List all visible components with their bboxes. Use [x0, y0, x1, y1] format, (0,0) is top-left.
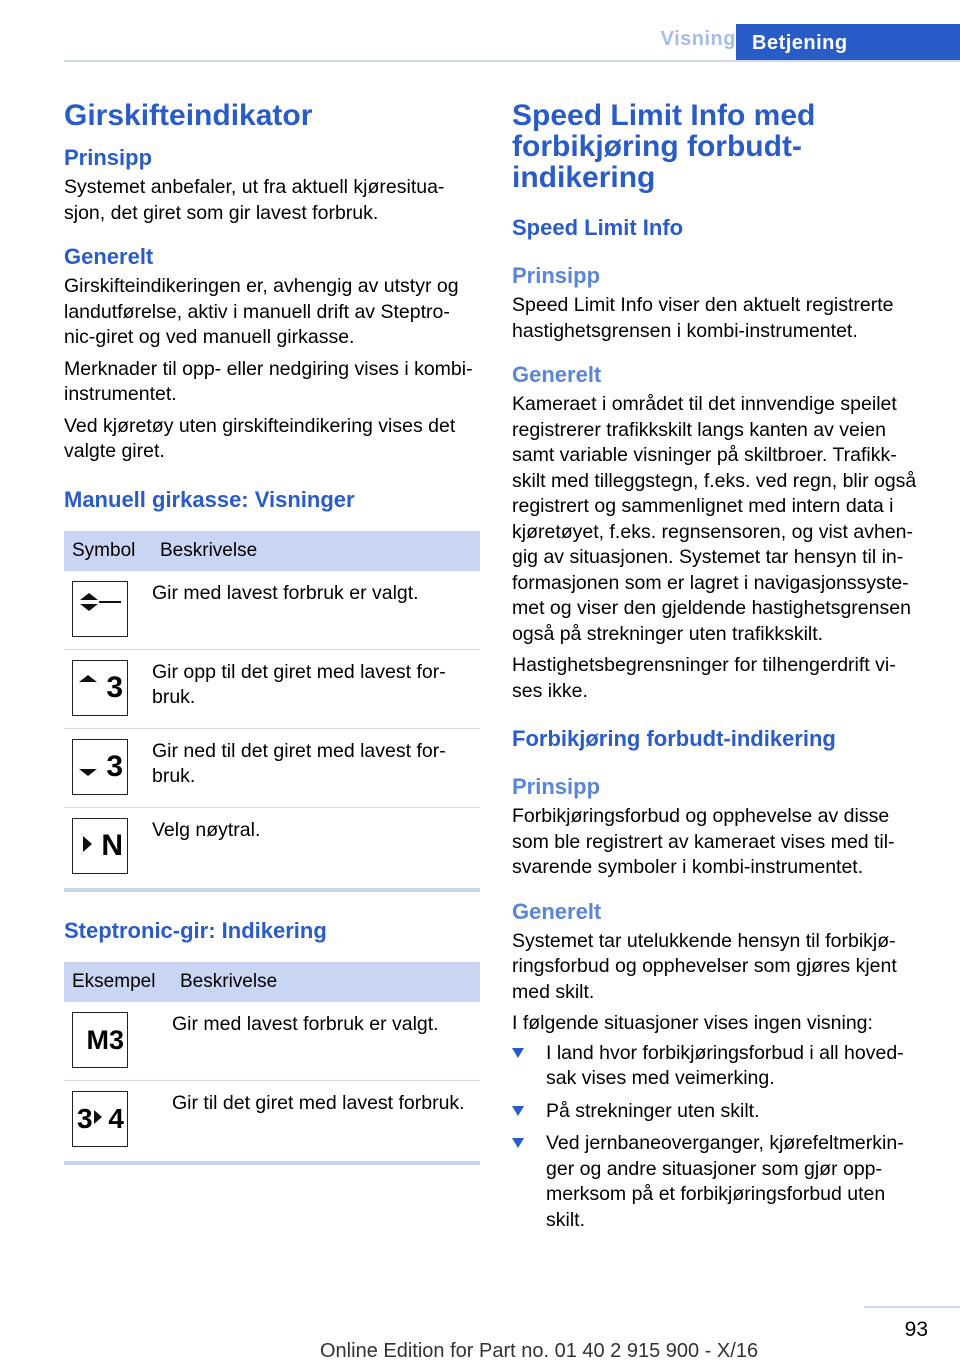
table-end-rule [64, 888, 480, 892]
heading-manuell-girkasse: Manuell girkasse: Visninger [64, 486, 355, 512]
table-end-rule [64, 1161, 480, 1165]
list-item: I land hvor forbikjøringsforbud i all hoved- sak vises med veimerking. [512, 1041, 928, 1092]
right-column [512, 100, 928, 1240]
gear-symbol-3: 3 [106, 670, 123, 704]
heading-generelt: Generelt [512, 362, 602, 387]
paragraph-generelt-2: Merknader til opp- eller nedgiring vises i kombi-instrumentet. [64, 357, 473, 405]
table-cell-desc: Velg nøytral. [152, 818, 261, 841]
table-row [64, 1002, 480, 1081]
table-header-eksempel: Eksempel [64, 962, 172, 1002]
heading-prinsipp: Prinsipp [512, 774, 601, 799]
paragraph-fbi-generelt-1: Systemet tar utelukkende hensyn til forbikjø- ringsforbud og opphevelser som gjøres kjent med skilt. [512, 929, 897, 1003]
triangle-bullet-icon [512, 1048, 524, 1058]
left-column [64, 100, 480, 1165]
table-row [64, 649, 480, 728]
page-header [0, 0, 960, 62]
table-cell-desc: Gir ned til det giret med lavest for- bruk. [152, 728, 480, 807]
triangle-bullet-icon [512, 1106, 524, 1116]
footer-edition: Online Edition for Part no. 01 40 2 915 900 - X/16 [320, 1340, 759, 1362]
paragraph-generelt-3: Ved kjøretøy uten girskifteindikering vises det valgte giret. [64, 414, 456, 462]
3-to-4-icon [72, 1091, 128, 1147]
paragraph-sli-generelt-2: Hastighetsbegrensninger for tilhengerdrift vi- ses ikke. [512, 654, 896, 702]
tab-visning[interactable]: Visning [660, 28, 736, 50]
table-row [64, 571, 480, 650]
list-item: På strekninger uten skilt. [512, 1099, 928, 1125]
gear-symbol-3: 3 [106, 749, 123, 783]
heading-generelt: Generelt [512, 898, 602, 924]
arrow-down-3-icon [72, 739, 128, 795]
paragraph-prinsipp: Systemet anbefaler, ut fra aktuell kjøresitua- sjon, det giret som gir lavest forbruk. [64, 176, 445, 224]
tab-betjening[interactable]: Betjening [736, 24, 960, 62]
play-n-icon [72, 818, 128, 874]
gear-symbol-n: N [101, 828, 123, 862]
paragraph-generelt-1: Girskifteindikeringen er, avhengig av utstyr og landutførelse, aktiv i manuell drift av Steptro- nic-giret og ved manuell girkasse. [64, 275, 459, 348]
footer-divider [864, 1306, 960, 1308]
table-row [64, 807, 480, 886]
paragraph-sli-generelt-1: Kameraet i området til det innvendige speilet registrerer trafikkskilt langs kanten av veien samt variable visninger på skiltbroer. Trafikk- skilt med tilleggstegn, f.eks. ved regn, blir også registrert og sammenlignet med intern data i kjøretøyet, f.eks. regnsensoren, og vist avhen- gig av situasjonen. Systemet tar hensyn til in- formasjonen som er lagret i navigasjonssyste- met og viser den gjeldende hastighetsgrensen også på strekninger uten trafikkskilt. [512, 393, 917, 645]
table-row [64, 728, 480, 807]
table-header-beskrivelse: Beskrivelse [152, 531, 480, 571]
page-number: 93 [904, 1318, 928, 1341]
table-cell-desc: Gir med lavest forbruk er valgt. [172, 1002, 480, 1081]
table-header-beskrivelse: Beskrivelse [172, 962, 480, 1002]
table-cell-desc: Gir opp til det giret med lavest for- bruk. [152, 649, 480, 728]
table-cell-desc: Gir til det giret med lavest forbruk. [172, 1091, 465, 1114]
gear-symbol-3: 3 [77, 1102, 93, 1134]
heading-forbikjoring-forbudt: Forbikjøring forbudt-indikering [512, 726, 836, 751]
heading-steptronic: Steptronic-gir: Indikering [64, 917, 327, 943]
section-title-girskifteindikator: Girskifteindikator [64, 99, 313, 132]
table-steptronic [64, 962, 480, 1159]
m3-icon [72, 1012, 128, 1068]
table-manuell-girkasse [64, 531, 480, 886]
triangle-bullet-icon [512, 1138, 524, 1148]
section-title-speed-limit-info: Speed Limit Info med forbikjøring forbudt- indikering [512, 99, 816, 194]
paragraph-fbi-prinsipp: Forbikjøringsforbud og opphevelse av disse som ble registrert av kameraet vises med til- svarende symboler i kombi-instrumentet. [512, 805, 895, 878]
heading-prinsipp: Prinsipp [512, 263, 601, 288]
gear-symbol-4: 4 [108, 1102, 124, 1134]
paragraph-fbi-generelt-2: I følgende situasjoner vises ingen visning: [512, 1012, 873, 1034]
table-header-symbol: Symbol [64, 531, 152, 571]
heading-generelt: Generelt [64, 244, 154, 269]
heading-prinsipp: Prinsipp [64, 145, 153, 170]
heading-speed-limit-info: Speed Limit Info [512, 215, 684, 240]
paragraph-sli-prinsipp: Speed Limit Info viser den aktuelt registrerte hastighetsgrensen i kombi-instrumentet. [512, 294, 894, 342]
gear-symbol-m3: M3 [86, 1024, 124, 1055]
table-row [64, 1080, 480, 1159]
situation-list [512, 1041, 928, 1234]
table-cell-desc: Gir med lavest forbruk er valgt. [152, 571, 480, 650]
arrow-up-3-icon [72, 660, 128, 716]
list-item: Ved jernbaneoverganger, kjørefeltmerkin- ger og andre situasjoner som gjør opp- merksom på et forbikjøringsforbud uten skilt. [512, 1131, 928, 1233]
header-divider [64, 60, 960, 62]
double-arrow-icon [72, 581, 128, 637]
